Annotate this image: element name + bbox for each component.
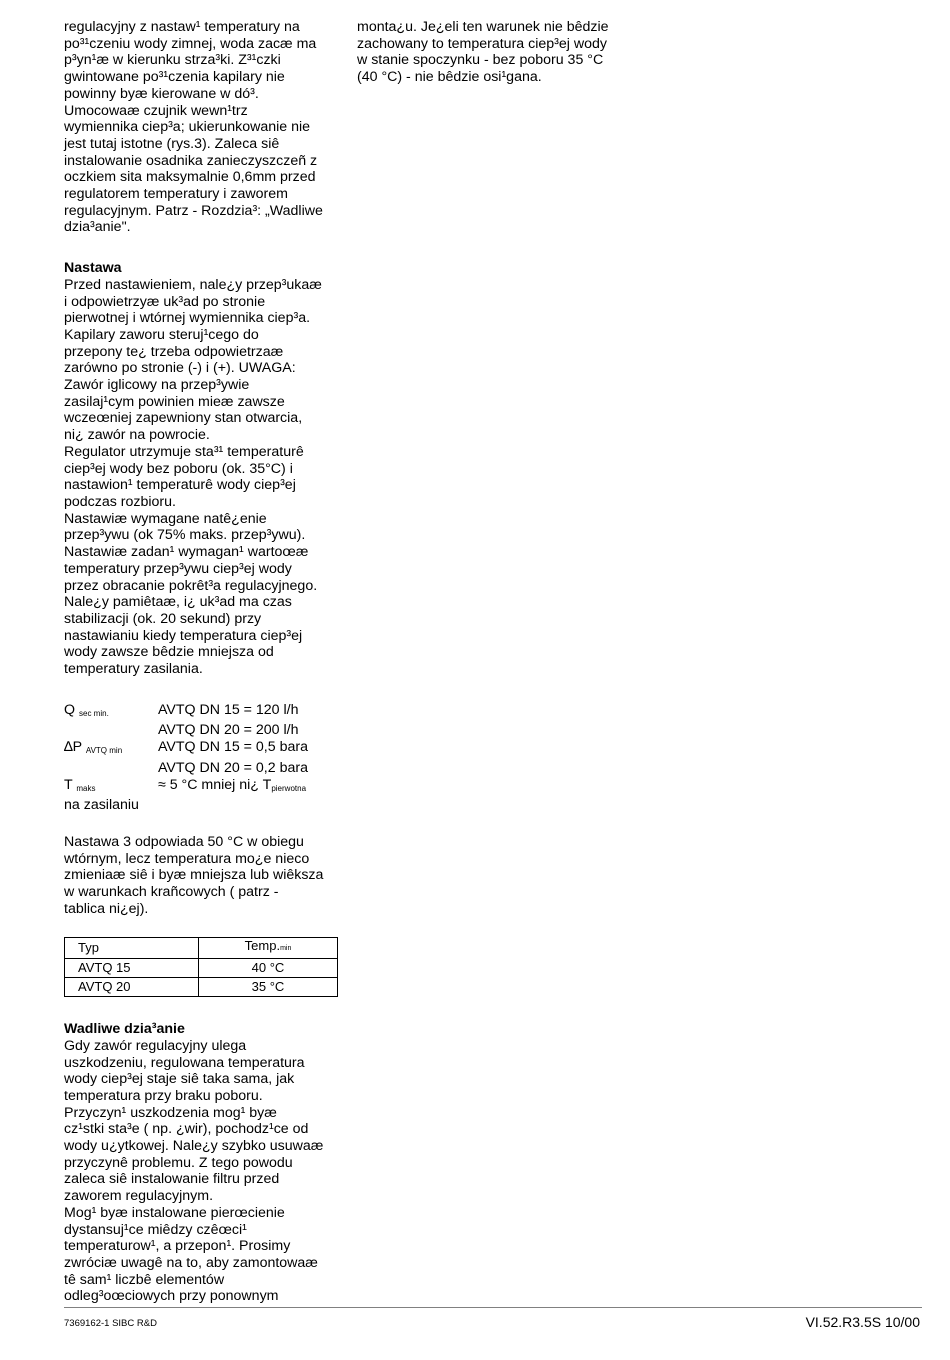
spec-value-dp2: AVTQ DN 20 = 0,2 bara [158,759,308,776]
spec-value-dp1: AVTQ DN 15 = 0,5 bara [158,739,308,756]
footer-page-code: VI.52.R3.5S 10/00 [805,1314,920,1330]
footer-left-text: 7369162-1 SIBC R&D [64,1318,157,1329]
table-cell-temp: 35 °C [199,978,338,997]
spec-row-dp2 [64,760,349,777]
intro-paragraph: regulacyjny z nastaw¹ temperatury na po³¹czeniu wody zimnej, woda zacæ ma p³yn¹æ w kierunku strza³ki. Z³¹czki gwintowane po³¹czenia kapilary nie powinny byæ kierowane w dó³. Umocowaæ czujnik wewn¹trz wymiennika ciep³a; ukierunkowanie nie jest tutaj istotne (rys.3). Zaleca siê instalowanie osadnika zanieczyszczeñ z oczkiem sita maksymalnie 0,6mm przed regulatorem temperatury i zaworem regulacyjnym. Patrz - Rozdzia³: „Wadliwe dzia³anie". [64,19,323,236]
spec-label-empty [64,722,158,739]
spec-row-q [64,702,349,723]
table-cell-typ: AVTQ 15 [65,959,199,978]
spec-t-line2: na zasilaniu [64,797,139,814]
spec-row-t [64,777,349,798]
wadliwe-paragraph: Gdy zawór regulacyjny ulega uszkodzeniu, regulowana temperatura wody ciep³ej staje siê taka sama, jak temperatura przy braku poboru. Przyczyn¹ uszkodzenia mog¹ byæ cz¹stki sta³e ( np. ¿wir), pochodz¹ce od wody u¿ytkowej. Nale¿y szybko usuwaæ przyczynê problemu. Z tego powodu zaleca siê instalowanie filtru przed zaworem regulacyjnym. Mog¹ byæ instalowane pierœcienie dystansuj¹ce miêdzy czêœci¹ temperaturow¹, a przepon¹. Prosimy zwróciæ uwagê na to, aby zamontowaæ tê sam¹ liczbê elementów odleg³oœciowych przy ponownym [64,1037,324,1305]
table-header-typ: Typ [65,938,199,959]
spec-block [64,702,349,814]
nastawa-paragraph: Przed nastawieniem, nale¿y przep³ukaæ i odpowietrzyæ uk³ad po stronie pierwotnej i wtórnej wymiennika ciep³a. Kapilary zaworu steruj¹cego do przepony te¿ trzeba odpowietrzaæ zarówno po stronie (-) i (+). UWAGA: Zawór iglicowy na przep³ywie zasilaj¹cym powinien mieæ zawsze wczeœniej zapewniony stan otwarcia, ni¿ zawór na powrocie. Regulator utrzymuje sta³¹ temperaturê ciep³ej wody bez poboru (ok. 35°C) i nastawion¹ temperaturê wody ciep³ej podczas rozbioru. Nastawiæ wymagane natê¿enie przep³ywu (ok 75% maks. przep³ywu). Nastawiæ zadan¹ wymagan¹ wartoœæ temperatury przep³ywu ciep³ej wody przez obracanie pokrêt³a regulacyjnego. Nale¿y pamiêtaæ, i¿ uk³ad ma czas stabilizacji (ok. 20 sekund) przy nastawianiu kiedy temperatura ciep³ej wody zawsze bêdzie mniejsza od temperatury zasilania. [64,276,322,678]
right-paragraph: monta¿u. Je¿eli ten warunek nie bêdzie zachowany to temperatura ciep³ej wody w stanie spoczynku - bez poboru 35 °C (40 °C) - nie bêdzie osi¹gana. [357,19,609,86]
footer-divider [64,1307,922,1308]
table-row [65,959,338,978]
spec-label-q: Q sec min. [64,701,109,718]
spec-value-q1: AVTQ DN 15 = 120 l/h [158,701,299,718]
spec-label-t: T maks [64,776,96,793]
nastawa3-paragraph: Nastawa 3 odpowiada 50 °C w obiegu wtórnym, lecz temperatura mo¿e nieco zmieniaæ siê i byæ mniejsza lub wiêksza w warunkach krañcowych ( patrz - tablica ni¿ej). [64,833,324,917]
spec-value-t: ≈ 5 °C mniej ni¿ Tpierwotna [158,776,307,793]
table-header-row [65,938,338,959]
spec-row-dp [64,739,349,760]
left-column [64,19,349,1305]
spec-label-empty [64,760,158,777]
temperature-table [64,937,338,997]
table-cell-typ: AVTQ 20 [65,978,199,997]
spec-label-dp: ∆P AVTQ min [64,739,123,756]
nastawa-heading: Nastawa [64,260,122,277]
wadliwe-heading: Wadliwe dzia³anie [64,1021,185,1038]
table-header-temp: Temp.min [199,938,338,959]
right-column [357,19,647,86]
spec-value-q2: AVTQ DN 20 = 200 l/h [158,722,299,739]
table-cell-temp: 40 °C [199,959,338,978]
table-row [65,978,338,997]
spec-row-q2 [64,722,349,739]
